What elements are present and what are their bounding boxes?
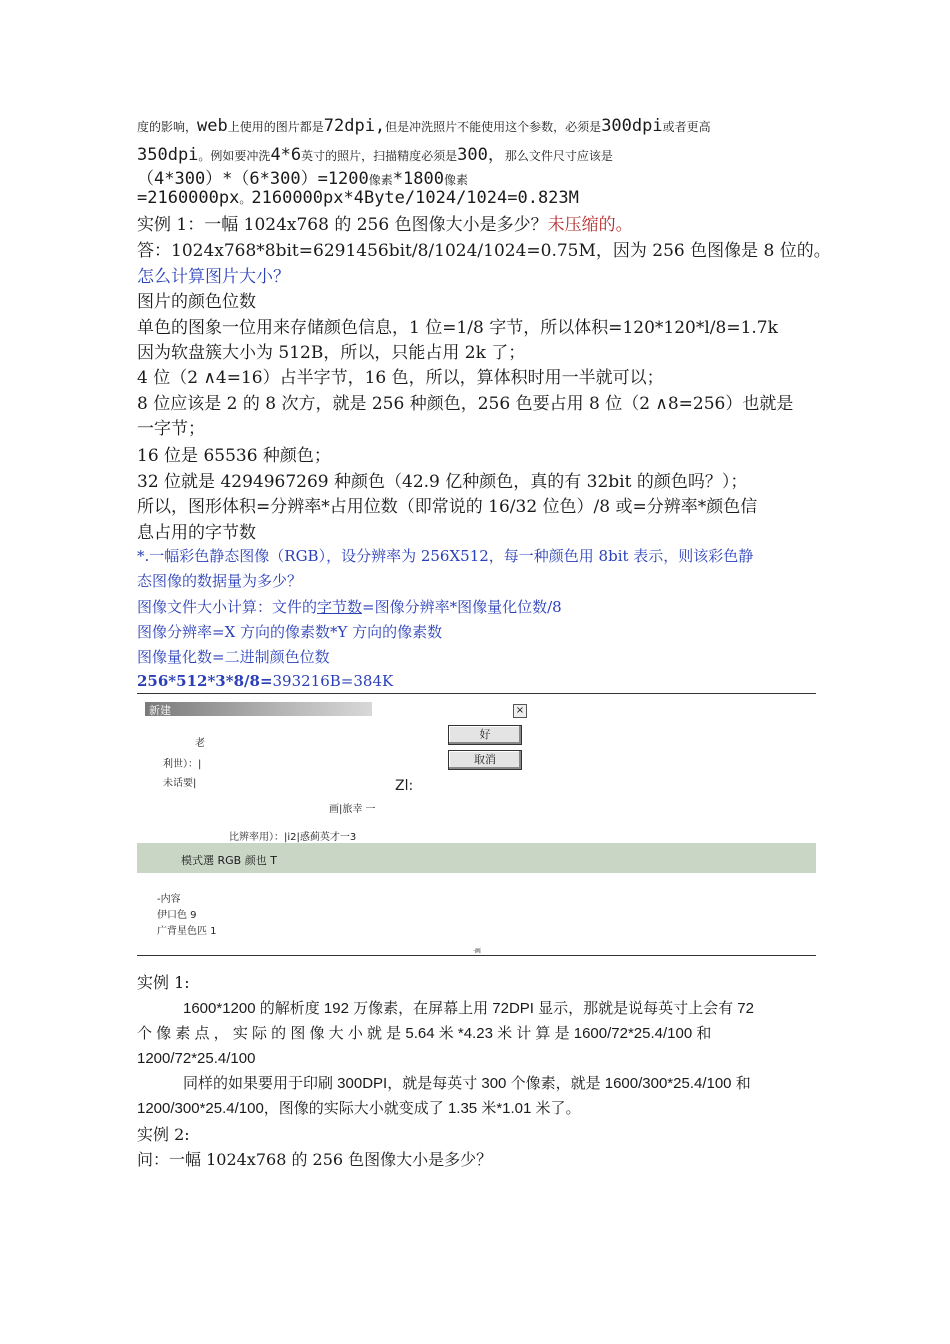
text-line: 16 位是 65536 种颜色；	[137, 446, 331, 466]
text: web	[197, 116, 228, 136]
example-2-title: 实例 2:	[137, 1125, 190, 1144]
text: （4*300）*（6*300）=1200	[137, 169, 369, 189]
text: 度的影响，	[137, 120, 198, 134]
text: =图像分辨率*图像量化位数/8	[362, 598, 562, 616]
example-1-paragraph: 1600*1200 的解析度 192 万像素，在屏幕上用 72DPI 显示，那就是说每英寸上会有 72	[183, 1000, 754, 1017]
text-line: 8 位应该是 2 的 8 次方，就是 256 种颜色，256 色要占用 8 位（2 ∧8=256）也就是	[137, 394, 794, 414]
text: 那么文件尺寸应该是	[504, 149, 613, 163]
close-icon: ×	[513, 704, 527, 718]
mode-label: 模式選 RGB 颜也 T	[181, 854, 277, 867]
text: 。例如要冲洗	[198, 149, 271, 163]
dialog-text: ·画	[473, 948, 481, 955]
text-line: 所以，图形体积=分辨率*占用位数（即常说的 16/32 位色）/8 或=分辨率*颜色信	[137, 497, 758, 517]
text: 393216B=384K	[272, 672, 394, 690]
text-line: 单色的图象一位用来存储颜色信息，1 位=1/8 字节，所以体积=120*120*l/8=1.7k	[137, 318, 778, 338]
text: 72dpi,	[323, 116, 386, 136]
example-1-answer: 答：1024x768*8bit=6291456bit/8/1024/1024=0.75M，因为 256 色图像是 8 位的。	[137, 241, 831, 261]
text: 像素	[368, 173, 393, 187]
dialog-text: 未话要|	[163, 778, 197, 789]
dialog-text: 老	[195, 738, 205, 749]
blue-line: 态图像的数据量为多少？	[137, 572, 303, 590]
text: 350dpi	[137, 145, 199, 165]
text: 或者更高	[662, 120, 711, 134]
text-line: 因为软盘簇大小为 512B，所以，只能占用 2k 了；	[137, 343, 526, 363]
blue-line	[137, 672, 393, 690]
text: 图像文件大小计算：文件的	[137, 598, 318, 616]
blue-line: *.一幅彩色静态图像（RGB），设分辨率为 256X512，每一种颜色用 8bit 表示，则该彩色静	[137, 547, 754, 565]
dialog-text: 画|旅幸 一	[329, 804, 376, 815]
dialog-text: 伊口色 9	[157, 910, 197, 921]
section-heading: 怎么计算图片大小？	[137, 267, 290, 287]
example-2-question: 问：一幅 1024x768 的 256 色图像大小是多少？	[137, 1150, 493, 1169]
example-1-paragraph: 1200/72*25.4/100	[137, 1050, 256, 1067]
text: 256*512*3*8/8=	[137, 672, 273, 690]
text: 像素	[443, 173, 468, 187]
dialog-text: 比辨率用）：|i2|惑蓟英才一3	[229, 832, 357, 843]
text: 上使用的图片都是	[227, 120, 324, 134]
blue-line: 图像分辨率=X 方向的像素数*Y 方向的像素数	[137, 623, 443, 641]
text: 但是冲洗照片不能使用这个参数，必须是	[385, 120, 602, 134]
text-line: 32 位就是 4294967269 种颜色（42.9 亿种颜色，真的有 32bit 的颜色吗？）；	[137, 472, 748, 492]
text-line: 息占用的字节数	[137, 523, 256, 543]
dialog-text: 广背星色匹 1	[157, 926, 217, 937]
text: 英寸的照片，扫描精度必须是	[301, 149, 458, 163]
subheading: 图片的颜色位数	[137, 292, 256, 312]
dialog-text: -内容	[157, 894, 181, 905]
example-1-paragraph: 同样的如果要用于印刷 300DPI，就是每英寸 300 个像素，就是 1600/300*25.4/100 和	[183, 1075, 751, 1092]
dialog-text: Zl:	[395, 778, 414, 794]
ok-button: 好	[448, 725, 522, 745]
divider-bottom	[137, 955, 816, 956]
text: 未压缩的。	[547, 215, 633, 235]
text: 实例 1：一幅 1024x768 的 256 色图像大小是多少？	[137, 215, 548, 235]
line-4	[137, 188, 579, 208]
embedded-dialog-screenshot	[137, 694, 816, 956]
cancel-button: 取消	[448, 750, 522, 770]
dialog-titlebar	[145, 702, 372, 716]
line-1	[137, 116, 711, 136]
text: 300，	[457, 145, 505, 165]
text: 。	[239, 192, 252, 206]
example-1-question	[137, 210, 633, 235]
text: 4*6	[270, 145, 302, 165]
dialog-title: 新建	[149, 704, 171, 717]
text: 字节数	[317, 598, 363, 616]
dialog-text: 利世）：|	[163, 759, 202, 770]
mode-band	[137, 843, 816, 873]
text: 300dpi	[601, 116, 663, 136]
blue-line	[137, 596, 562, 617]
text: *1800	[392, 169, 444, 189]
text: =2160000px	[137, 188, 240, 208]
example-1-paragraph: 1200/300*25.4/100，图像的实际大小就变成了 1.35 米*1.01 米了。	[137, 1100, 581, 1117]
text: 2160000px*4Byte/1024/1024=0.823M	[251, 188, 579, 208]
blue-line: 图像量化数=二进制颜色位数	[137, 648, 330, 666]
example-1-title: 实例 1:	[137, 973, 190, 992]
line-3	[137, 164, 468, 189]
text-line: 4 位（2 ∧4=16）占半字节，16 色，所以，算体积时用一半就可以；	[137, 368, 664, 388]
example-1-paragraph: 个 像 素 点 ， 实 际 的 图 像 大 小 就 是 5.64 米 *4.23 米 计 算 是 1600/72*25.4/100 和	[137, 1025, 712, 1042]
line-2	[137, 140, 613, 165]
text-line: 一字节；	[137, 419, 205, 439]
